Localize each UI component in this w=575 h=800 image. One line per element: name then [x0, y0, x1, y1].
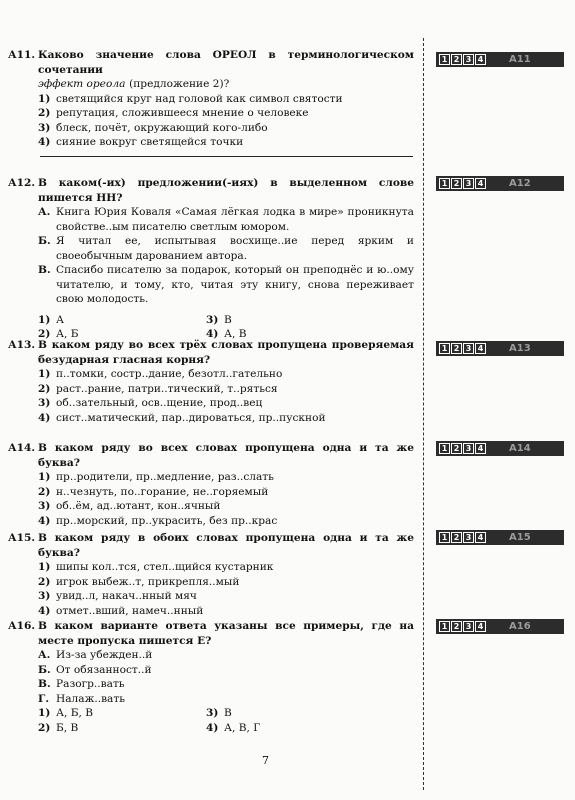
options-list — [38, 470, 414, 528]
question-a16 — [8, 619, 414, 735]
answer-box-label: А15 — [509, 532, 531, 543]
option[interactable]: 4) пр..морский, пр..украсить, без пр..крас — [38, 514, 278, 527]
answer-cell[interactable]: 4 — [475, 178, 486, 189]
options-grid — [38, 706, 414, 735]
example-item: А. Из-за убежден..й — [38, 649, 153, 661]
question-number: А14. — [8, 442, 36, 454]
option[interactable]: 1) шипы кол..тся, стел..щийся кустарник — [38, 561, 274, 573]
page-number: 7 — [262, 754, 269, 767]
question-a11 — [8, 48, 414, 150]
answer-cell[interactable]: 2 — [451, 343, 462, 354]
sentence-item: Б. Я читал ее, испытывая восхище..ие перед ярким и своеобычным дарованием автора. — [38, 235, 414, 262]
option[interactable]: 3) увид..л, накач..нный мяч — [38, 590, 197, 602]
sentences-list — [38, 205, 414, 342]
example-item: Б. От обязанност..й — [38, 663, 152, 676]
option[interactable]: 1) А, Б, В — [38, 707, 94, 719]
question-a15 — [8, 531, 414, 618]
example-item: В. Разогр..вать — [38, 678, 125, 690]
answer-box-a13[interactable] — [436, 341, 564, 356]
answer-column-divider — [423, 38, 424, 790]
answer-cell[interactable]: 1 — [439, 343, 450, 354]
answer-box-a11[interactable] — [436, 52, 564, 67]
answer-box-a12[interactable] — [436, 176, 564, 191]
option[interactable]: 2) н..чезнуть, по..горание, не..горяемый — [38, 485, 269, 498]
answer-cell[interactable]: 3 — [463, 54, 474, 65]
question-number: А13. — [8, 339, 36, 351]
question-number: А16. — [8, 620, 36, 632]
option[interactable]: 2) игрок выбеж..т, прикрепля..мый — [38, 575, 240, 588]
answer-box-a16[interactable] — [436, 619, 564, 634]
question-number: А15. — [8, 532, 36, 544]
option[interactable]: 2) Б, В — [38, 721, 79, 734]
answer-cell[interactable]: 3 — [463, 532, 474, 543]
option[interactable]: 2) А, Б — [38, 328, 79, 340]
answer-cell[interactable]: 3 — [463, 178, 474, 189]
answer-cell[interactable]: 2 — [451, 532, 462, 543]
answer-box-label: А12 — [509, 178, 531, 189]
answer-cell[interactable]: 2 — [451, 54, 462, 65]
question-a12 — [8, 176, 414, 342]
question-number: А12. — [8, 177, 36, 189]
option[interactable]: 4) А, В — [206, 328, 247, 340]
option[interactable]: 1) пр..родители, пр..медление, раз..слать — [38, 471, 274, 483]
question-text: В каком ряду в обоих словах пропущена одна и та же буква? — [38, 532, 414, 559]
option[interactable]: 3) об..зательный, осв..щение, прод..вец — [38, 397, 263, 409]
answer-cell[interactable]: 3 — [463, 443, 474, 454]
answer-cell[interactable]: 1 — [439, 532, 450, 543]
options-list — [38, 92, 414, 150]
question-text: В каком варианте ответа указаны все примеры, где на месте пропуска пишется Е? — [38, 620, 414, 647]
option[interactable]: 1) светящийся круг над головой как символ святости — [38, 92, 343, 105]
options-list — [38, 367, 414, 425]
sentence-item: А. Книга Юрия Коваля «Самая лёгкая лодка в мире» проникнута свойстве..ым писателю светлым юмором. — [38, 206, 414, 233]
answer-cell[interactable]: 2 — [451, 621, 462, 632]
question-a13 — [8, 338, 414, 425]
answer-cell[interactable]: 2 — [451, 178, 462, 189]
question-text: В каком ряду во всех словах пропущена одна и та же буква? — [38, 442, 414, 469]
option[interactable]: 1) п..томки, состр..дание, безотл..гательно — [38, 368, 283, 380]
answer-cell[interactable]: 3 — [463, 343, 474, 354]
answer-cell[interactable]: 1 — [439, 443, 450, 454]
answer-cell[interactable]: 3 — [463, 621, 474, 632]
question-text: В каком(-их) предложении(-иях) в выделенном слове пишется НН? — [38, 177, 414, 204]
answer-cell[interactable]: 1 — [439, 621, 450, 632]
option[interactable]: 4) сист..матический, пар..дироваться, пр..пускной — [38, 411, 326, 424]
question-number: А11. — [8, 49, 36, 61]
answer-box-label: А13 — [509, 343, 531, 354]
answer-box-a14[interactable] — [436, 441, 564, 456]
option[interactable]: 3) В — [206, 707, 232, 719]
answer-box-label: А16 — [509, 621, 531, 632]
question-text: В каком ряду во всех трёх словах пропущена проверяемая безударная гласная корня? — [38, 339, 414, 366]
example-item: Г. Налаж..вать — [38, 692, 125, 705]
option[interactable]: 3) об..ём, ад..ютант, кон..ячный — [38, 500, 221, 512]
option[interactable]: 3) В — [206, 313, 232, 326]
answer-box-label: А11 — [509, 54, 531, 65]
question-text: Каково значение слова ОРЕОЛ в терминологическом сочетании эффект ореола (предложение 2)? — [38, 49, 414, 90]
question-a14 — [8, 441, 414, 528]
answer-cell[interactable]: 4 — [475, 443, 486, 454]
answer-box-label: А14 — [509, 443, 531, 454]
answer-box-a15[interactable] — [436, 530, 564, 545]
answer-cell[interactable]: 1 — [439, 178, 450, 189]
answer-cell[interactable]: 4 — [475, 621, 486, 632]
option[interactable]: 3) блеск, почёт, окружающий кого-либо — [38, 121, 268, 134]
answer-cell[interactable]: 4 — [475, 54, 486, 65]
answer-cell[interactable]: 2 — [451, 443, 462, 454]
option[interactable]: 2) репутация, сложившееся мнение о человеке — [38, 107, 309, 119]
option[interactable]: 4) сияние вокруг светящейся точки — [38, 136, 244, 148]
answer-cell[interactable]: 4 — [475, 532, 486, 543]
examples-list — [38, 648, 414, 735]
answer-cell[interactable]: 4 — [475, 343, 486, 354]
option[interactable]: 4) отмет..вший, намеч..нный — [38, 604, 204, 617]
option[interactable]: 1) А — [38, 313, 65, 326]
option[interactable]: 2) раст..рание, патри..тический, т..ряться — [38, 382, 278, 395]
sentence-item: В. Спасибо писателю за подарок, который он преподнёс и ю..ому читателю, и тому, кто, читая эту книгу, снова переживает свою молодость. — [38, 264, 414, 305]
answer-cell[interactable]: 1 — [439, 54, 450, 65]
divider-line — [40, 156, 413, 157]
option[interactable]: 4) А, В, Г — [206, 721, 261, 734]
options-list — [38, 560, 414, 618]
